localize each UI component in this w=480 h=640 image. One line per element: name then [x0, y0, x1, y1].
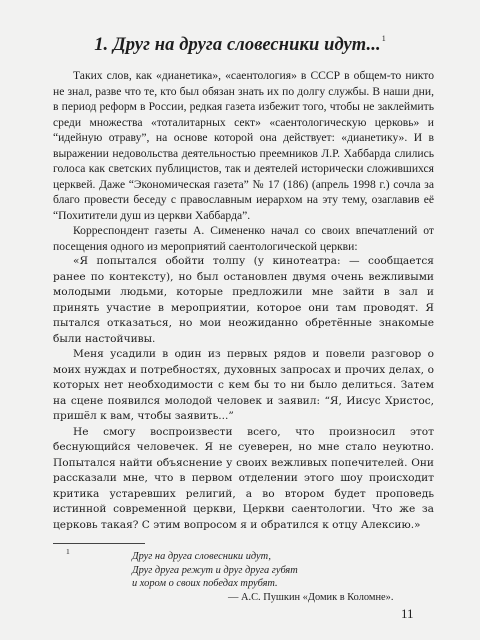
- chapter-title: [0, 34, 480, 56]
- quote-paragraph: «Я попытался обойти толпу (у кинотеатра: — сообщается ранее по контексту), но был остановлен двумя очень вежливыми молодыми людьми, которые предложили мне зайти в зал и принять участие в мероприятии, которое они там проводят. Я пытался отказаться, но мои неожиданно обретённые знакомые были настойчивы.: [53, 255, 434, 345]
- footnote-divider: [53, 543, 145, 544]
- footnote-reference: 1: [381, 34, 386, 43]
- quote-paragraph: Не смогу воспроизвести всего, что произносил этот беснующийся человечек. Я не суеверен, но мне стало неуютно. Попытался найти объяснение у своих вежливых попечителей. Они рассказали мне, что в первом отделении этого шоу происходит критика устаревших религий, а во втором будет проповедь истинной современной церкви, Церкви саентологии. Что же за церковь такая? С этим вопросом я и обратился к отцу Алексию.»: [53, 425, 434, 531]
- footnote-number: 1: [66, 547, 70, 556]
- body-text: [53, 68, 434, 533]
- chapter-title-text: 1. Друг на друга словесники идут...: [94, 35, 381, 55]
- paragraph: Таких слов, как «дианетика», «саентология» в СССР в общем-то никто не знал, разве что те, кто был обязан знать их по долгу службы. В наши дни, в период реформ в России, редкая газета избежит того, чтобы не заклеймить среди множества «тоталитарных сект» «саентологическую церковь» и “идейную отраву”, на основе которой она действует: «дианетику». И в выражении недовольства деятельностью преемников Л.Р. Хаббарда слились голоса как светских публицистов, так и деятелей исторически сложившихся церквей. Даже “Экономическая газета” № 17 (186) (апрель 1998 г.) сочла за благо провести беседу с православным иерархом на эту тему, озаглавив её “Похитители душ из церкви Хаббарда”.: [53, 69, 434, 222]
- epigraph-line: и хором о своих победах трубят.: [132, 578, 278, 590]
- epigraph-attribution: — А.С. Пушкин «Домик в Коломне».: [228, 591, 394, 603]
- epigraph-line: Друг на друга словесники идут,: [132, 551, 272, 562]
- footnote-epigraph: [132, 550, 432, 604]
- quote-paragraph: Меня усадили в один из первых рядов и повели разговор о моих нуждах и потребностях, духовных запросах и прочих делах, о которых нет необходимости с кем бы то ни было делиться. Затем на сцене появился молодой человек и заявил: “Я, Иисус Христос, пришёл к вам, чтобы заявить...”: [53, 348, 434, 422]
- paragraph: Корреспондент газеты А. Симененко начал со своих впечатлений от посещения одного из мероприятий саентологической церкви:: [53, 224, 434, 253]
- epigraph-line: Друг друга режут и друг друга губят: [132, 564, 298, 576]
- page-number: 11: [401, 606, 414, 621]
